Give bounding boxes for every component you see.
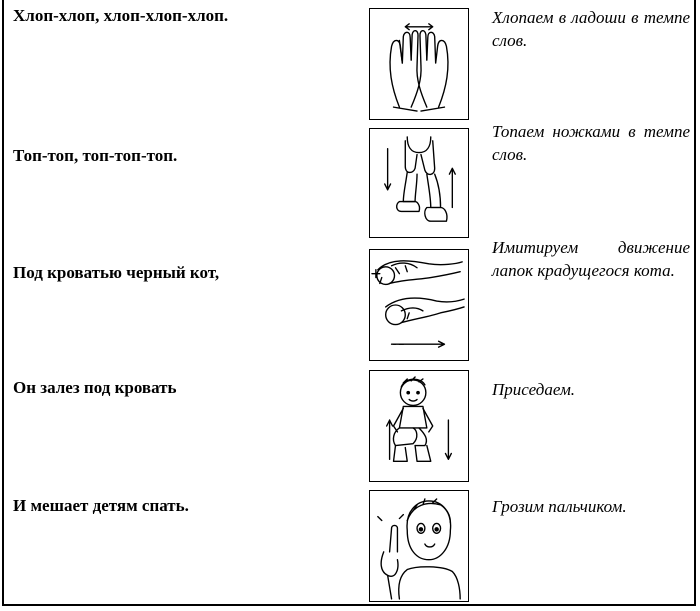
creeping-paws-icon <box>369 249 469 361</box>
stomping-feet-icon <box>369 128 469 238</box>
verse-line: Под кроватью черный кот, <box>13 263 220 282</box>
wagging-finger-icon <box>369 490 469 602</box>
verse-line: И мешает детям спать. <box>13 496 189 515</box>
action-description: Грозим пальчиком. <box>492 497 627 516</box>
verse-line: Он залез под кровать <box>13 378 177 397</box>
table-bottom-border <box>2 604 696 606</box>
squatting-child-icon <box>369 370 469 482</box>
action-description: Приседаем. <box>492 380 576 399</box>
action-description: Имитируем движение лапок крадущегося кота. <box>492 238 690 280</box>
action-description: Топаем ножками в темпе слов. <box>492 122 690 164</box>
clapping-hands-icon <box>369 8 469 120</box>
action-description: Хлопаем в ладоши в темпе слов. <box>492 8 690 50</box>
verse-line: Хлоп-хлоп, хлоп-хлоп-хлоп. <box>13 6 229 25</box>
verse-line: Топ-топ, топ-топ-топ. <box>13 146 178 165</box>
